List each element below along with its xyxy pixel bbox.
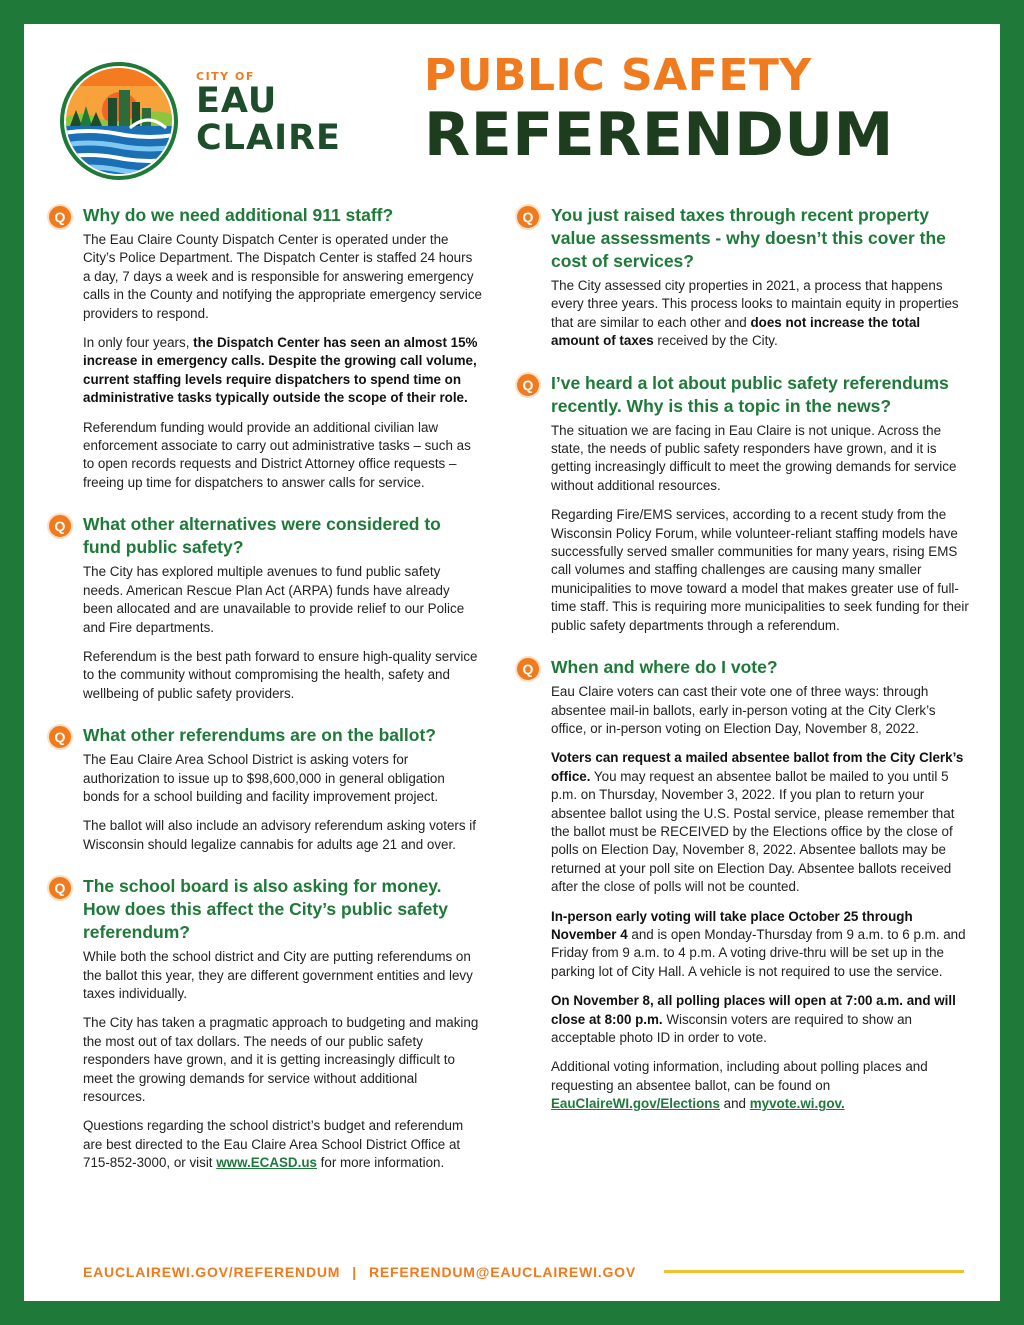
question: When and where do I vote? xyxy=(551,657,778,678)
answer-paragraph: Eau Claire voters can cast their vote one of three ways: through absentee mail-in ballots, early in-person voting at the City Clerk’s office, or in-person voting on Election Day, November 8, 2022. xyxy=(551,684,936,736)
answer-paragraph: The ballot will also include an advisory referendum asking voters if Wisconsin should legalize cannabis for adults age 21 and over. xyxy=(83,818,476,852)
faq-property-taxes xyxy=(522,204,971,351)
city-name-line1: EAU xyxy=(196,81,278,121)
answer-paragraph xyxy=(551,908,971,982)
answer-paragraph xyxy=(551,749,971,896)
question: What other alternatives were considered to fund public safety? xyxy=(83,514,441,558)
city-of-label: CITY OF xyxy=(196,70,255,83)
answer-paragraph: Regarding Fire/EMS services, according to a recent study from the Wisconsin Policy Forum, while volunteer-reliant staffing models have successfully served smaller communities for many years, rising EMS call volumes and staffing challenges are causing many smaller municipalities to move toward a model that makes greater use of full-time staff. This is requiring more municipalities to seek funding for their public safety departments through a referendum. xyxy=(551,507,969,633)
footer-separator: | xyxy=(352,1264,357,1280)
q-badge-icon: Q xyxy=(47,875,73,901)
bold-text: does not increase the total amount of taxes xyxy=(551,314,921,349)
bold-text: In-person early voting will take place October 25 through November 4 xyxy=(551,908,913,942)
city-name-line2: CLAIRE xyxy=(196,118,341,158)
myvote-link[interactable]: myvote.wi.gov. xyxy=(749,1096,845,1112)
q-badge-icon: Q xyxy=(47,513,73,539)
bold-text: On November 8, all polling places will open at 7:00 a.m. and will close at 8:00 p.m. xyxy=(551,993,956,1027)
answer-paragraph: The City has taken a pragmatic approach to budgeting and making the most out of tax dollars. The needs of our public safety responders have grown, and it is getting increasingly difficult to meet the growing demands for service without additional resources. xyxy=(83,1015,479,1104)
faq-other-referendums xyxy=(54,724,483,854)
text-run: for more information. xyxy=(316,1155,445,1171)
footer-url-link[interactable]: EAUCLAIREWI.GOV/REFERENDUM xyxy=(83,1264,341,1280)
q-badge-icon: Q xyxy=(47,724,73,750)
answer xyxy=(551,422,971,635)
faq-school-board xyxy=(54,875,483,1172)
elections-link[interactable]: EauClaireWI.gov/Elections xyxy=(551,1096,720,1112)
answer-paragraph: The situation we are facing in Eau Claire is not unique. Across the state, the needs of public safety responders have grown, and it is getting increasingly difficult to meet the growing demands for service without additional resources. xyxy=(551,422,957,493)
q-badge-icon: Q xyxy=(515,372,541,398)
text-run: and is open Monday-Thursday from 9 a.m. to 6 p.m. and Friday from 9 a.m. to 4 p.m. A voting drive-thru will be set up in the parking lot of City Hall. A vehicle is not required to use the service. xyxy=(551,926,966,979)
answer-paragraph: The Eau Claire Area School District is asking voters for authorization to issue up to $98,600,000 in general obligation bonds for a school building and facility improvement project. xyxy=(83,752,445,804)
faq-911-staff xyxy=(54,204,483,492)
faq-in-the-news xyxy=(522,372,971,635)
answer-paragraph xyxy=(551,992,971,1047)
answer-paragraph: While both the school district and City are putting referendums on the ballot this year, they are different government entities and levy taxes individually. xyxy=(83,949,473,1001)
answer-paragraph: Referendum funding would provide an additional civilian law enforcement associate to carry out administrative tasks – such as to open records requests and District Attorney office requests – freeing up time for dispatchers to answer calls for service. xyxy=(83,419,471,490)
q-badge-icon: Q xyxy=(47,204,73,230)
page xyxy=(24,24,1000,1301)
answer xyxy=(83,231,483,492)
answer xyxy=(83,563,483,703)
ecasd-link[interactable]: www.ECASD.us xyxy=(216,1155,317,1171)
answer-paragraph: Referendum is the best path forward to ensure high-quality service to the community without compromising the health, safety and wellbeing of public safety providers. xyxy=(83,648,478,701)
title-public-safety: PUBLIC SAFETY xyxy=(424,50,812,101)
text-run: You may request an absentee ballot be mailed to you until 5 p.m. on Thursday, November 3, 2022. If you plan to return your absentee ballot using the U.S. Postal service, please remember that the ballot must be RECEIVED by the Elections office by the close of polls on Election Day, November 8, 2022. Absentee ballots may be returned at your poll site on Election Day. Absentee ballots received after the close of polls will not be counted. xyxy=(551,768,955,895)
q-badge-icon: Q xyxy=(515,204,541,230)
faq-alternatives xyxy=(54,513,483,703)
text-run: The City assessed city properties in 2021, a process that happens every three years. This process looks to maintain equity in properties that are similar to each other and xyxy=(551,278,959,330)
answer-paragraph xyxy=(83,334,483,408)
answer-paragraph xyxy=(551,1058,971,1113)
question: You just raised taxes through recent property value assessments - why doesn’t this cover the cost of services? xyxy=(551,205,946,271)
question: Why do we need additional 911 staff? xyxy=(83,205,394,225)
question: The school board is also asking for money. How does this affect the City’s public safety referendum? xyxy=(83,876,448,943)
title-referendum: REFERENDUM xyxy=(424,100,894,170)
question: What other referendums are on the ballot? xyxy=(83,725,436,746)
city-brand xyxy=(196,70,341,157)
text-run: received by the City. xyxy=(653,333,778,349)
text-run: Questions regarding the school district’s budget and referendum are best directed to the Eau Claire Area School District Office at 715-852-3000, or visit xyxy=(83,1118,464,1171)
answer-paragraph: The Eau Claire County Dispatch Center is operated under the City’s Police Department. The Dispatch Center is staffed 24 hours a day, 7 days a week and is responsible for answering emergency calls in the County and notifying the appropriate emergency service providers to respond. xyxy=(83,232,482,321)
text-run: Wisconsin voters are required to show an acceptable photo ID in order to vote. xyxy=(551,1011,912,1045)
answer xyxy=(83,751,483,854)
answer-paragraph xyxy=(551,277,971,351)
question: I’ve heard a lot about public safety referendums recently. Why is this a topic in the news? xyxy=(551,372,949,416)
bold-text: the Dispatch Center has seen an almost 15% increase in emergency calls. Despite the growing call volume, current staffing levels require dispatchers to spend time on administrative tasks typically outside the scope of their role. xyxy=(83,335,478,406)
answer xyxy=(83,948,483,1172)
text-run: Additional voting information, including about polling places and requesting an absentee ballot, can be found on xyxy=(551,1059,928,1093)
footer xyxy=(83,1264,636,1280)
answer xyxy=(551,683,971,1114)
text-run: In only four years, xyxy=(83,335,194,351)
answer xyxy=(551,277,971,351)
bold-text: Voters can request a mailed absentee ballot from the City Clerk’s office. xyxy=(551,750,964,784)
left-column xyxy=(54,204,483,1194)
q-badge-icon: Q xyxy=(515,656,541,682)
right-column xyxy=(522,204,971,1135)
answer-paragraph xyxy=(83,1117,483,1172)
footer-rule xyxy=(664,1270,964,1273)
footer-email-link[interactable]: REFERENDUM@EAUCLAIREWI.GOV xyxy=(368,1264,636,1280)
faq-when-where-vote xyxy=(522,656,971,1114)
answer-paragraph: The City has explored multiple avenues to fund public safety needs. American Rescue Plan Act (ARPA) funds have already been allocated and are unavailable to provide relief to our Police and Fire departments. xyxy=(83,564,465,635)
eau-claire-logo xyxy=(58,60,180,182)
text-run: and xyxy=(719,1096,750,1112)
